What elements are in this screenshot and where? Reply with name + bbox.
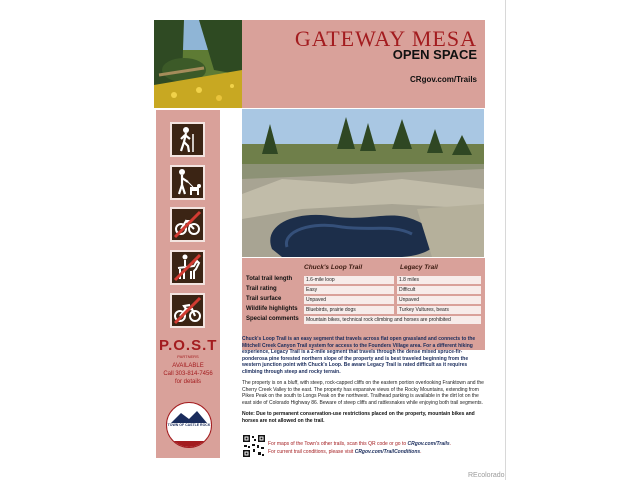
row-label: Trail rating <box>246 286 277 292</box>
post-logo-text: P.O.S.T <box>159 337 218 354</box>
table-row <box>242 285 485 295</box>
post-availability <box>159 362 217 386</box>
sidebar <box>156 110 220 458</box>
post-call-number: Call 303-814-7456 <box>163 371 213 377</box>
qr-line-conditions: For current trail conditions, please visit CRgov.com/TrailConditions. <box>268 449 422 455</box>
page-title: GATEWAY MESA <box>294 26 477 51</box>
cell-legacy: Difficult <box>397 286 481 294</box>
post-partners-logo <box>159 338 217 386</box>
tcr-badge-text: TOWN OF CASTLE ROCK <box>167 423 211 427</box>
row-label: Special comments <box>246 316 299 322</box>
page-divider <box>505 0 506 480</box>
qr-line-maps-text: For maps of the Town's other trails, scan this QR code or go to <box>268 441 407 447</box>
table-row <box>242 295 485 305</box>
page-subtitle: OPEN SPACE <box>392 47 477 62</box>
col-header-legacy: Legacy Trail <box>400 264 438 271</box>
table-row <box>242 315 485 325</box>
trail-photo-main <box>242 109 484 257</box>
restriction-note: Note: Due to permanent conservation-use restrictions placed on the property, mountain bikes and horses are not allowed on the trail. <box>242 411 475 424</box>
trails-url[interactable]: CRgov.com/Trails <box>410 75 477 84</box>
dog-walking-icon <box>170 165 205 200</box>
table-row <box>242 275 485 285</box>
qr-line-maps: For maps of the Town's other trails, scan this QR code or go to CRgov.com/Trails. <box>268 441 452 447</box>
cell-chucks: Easy <box>304 286 394 294</box>
col-header-chucks-loop: Chuck's Loop Trail <box>304 264 363 271</box>
row-label: Wildlife highlights <box>246 306 298 312</box>
post-logo-subtext: PARTNERS <box>177 354 199 359</box>
no-motorcycles-icon <box>170 293 205 328</box>
cell-chucks: Bluebirds, prairie dogs <box>304 306 394 314</box>
qr-code[interactable] <box>242 434 266 458</box>
cell-chucks: Unpaved <box>304 296 394 304</box>
qr-instructions <box>268 440 488 456</box>
property-description: The property is on a bluff, with steep, rock-capped cliffs on the eastern portion overlooking Franktown and the Cherry Creek Valley to the east. The property has expansive views of the Rocky Mountains, extending from Pikes Peak on the south to Longs Peak on the northwest. Trailhead parking is available in the dirt lot on the east side of Colorado Highway 86. Beware of steep cliffs and rattlesnakes while enjoying both trail segments. <box>242 380 484 406</box>
no-horses-icon <box>170 250 205 285</box>
no-bikes-icon <box>170 207 205 242</box>
post-available-label: AVAILABLE <box>172 363 204 369</box>
cell-special-comments: Mountain bikes, technical rock climbing and horses are prohibited <box>304 316 481 324</box>
trail-photo-small <box>154 20 242 108</box>
trails-link[interactable]: CRgov.com/Trails <box>407 441 450 447</box>
trail-conditions-link[interactable]: CRgov.com/TrailConditions <box>354 449 421 455</box>
cell-legacy: 1.8 miles <box>397 276 481 284</box>
table-row <box>242 305 485 315</box>
cell-legacy: Unpaved <box>397 296 481 304</box>
header-panel <box>242 20 485 108</box>
hiking-icon <box>170 122 205 157</box>
post-details-label: for details <box>174 379 201 385</box>
cell-legacy: Turkey Vultures, bears <box>397 306 481 314</box>
trail-description: Chuck's Loop Trail is an easy segment that travels across flat open grassland and connects to the Mitchell Creek Canyon Trail system for access to the Founders Village area. For a different hiking experience, Legacy Trail is a 2-mile segment that travels through the dense mixed spruce-fir-ponderosa pine forested northern slope of the property and is best traveled beginning from the western junction point with Chuck's Loop. Be aware Legacy Trail is rated difficult as it requires climbing through steep and rocky terrain. <box>242 336 476 375</box>
watermark: REcolorado <box>468 472 505 479</box>
flyer-page <box>154 20 485 462</box>
row-label: Trail surface <box>246 296 282 302</box>
town-of-castle-rock-badge <box>166 402 212 448</box>
description-text <box>242 336 484 429</box>
cell-chucks: 1.6-mile loop <box>304 276 394 284</box>
qr-line-conditions-text: For current trail conditions, please visit <box>268 449 354 455</box>
row-label: Total trail length <box>246 276 293 282</box>
